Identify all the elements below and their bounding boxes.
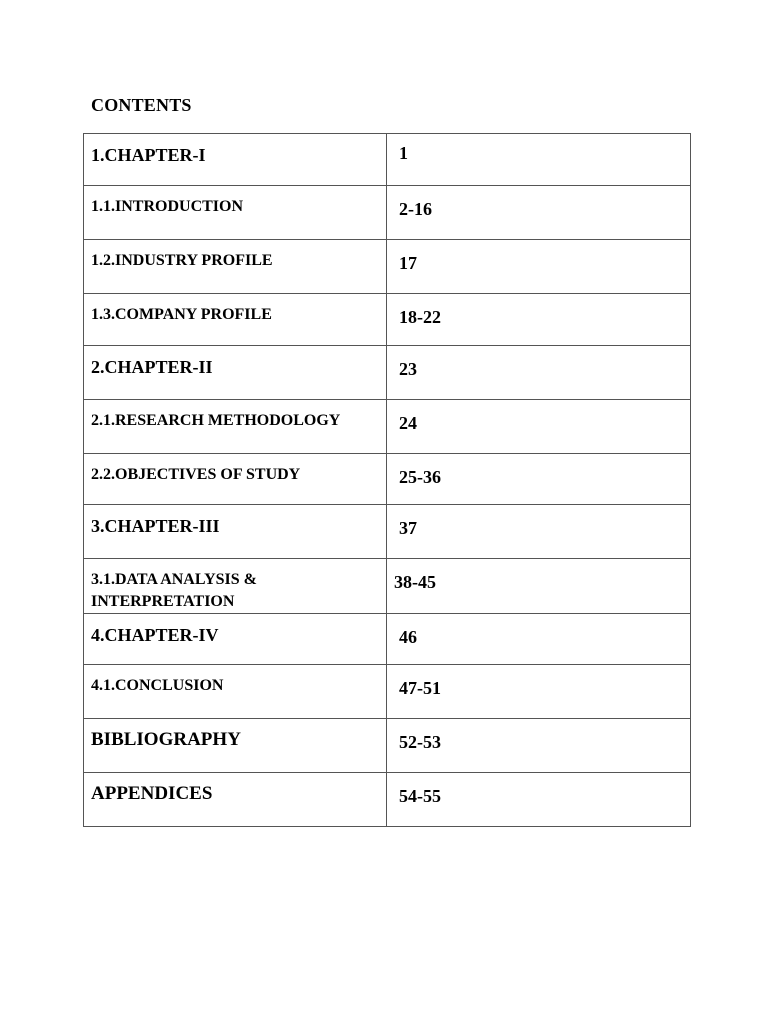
- toc-page-cell: [387, 505, 691, 559]
- toc-title: BIBLIOGRAPHY: [91, 729, 241, 750]
- table-row: [84, 665, 691, 719]
- table-row: [84, 240, 691, 294]
- toc-page-cell: [387, 240, 691, 294]
- toc-title: 2.CHAPTER-II: [91, 357, 213, 377]
- toc-title: 2.1.RESEARCH METHODOLOGY: [91, 412, 341, 429]
- toc-title: 1.CHAPTER-I: [91, 145, 206, 165]
- table-row: [84, 454, 691, 505]
- toc-title-cell: [84, 186, 387, 240]
- toc-page-cell: [387, 773, 691, 827]
- toc-title: 1.3.COMPANY PROFILE: [91, 306, 272, 323]
- toc-page-number: 38-45: [394, 572, 436, 592]
- toc-title-cell: [84, 773, 387, 827]
- toc-page-cell: [387, 346, 691, 400]
- toc-page-cell: [387, 454, 691, 505]
- toc-title-cell: [84, 134, 387, 186]
- table-row: [84, 186, 691, 240]
- toc-page-number: 46: [399, 627, 417, 647]
- toc-page-number: 18-22: [399, 307, 441, 327]
- toc-title-cell: [84, 665, 387, 719]
- contents-table: [83, 133, 691, 827]
- toc-page-cell: [387, 186, 691, 240]
- table-row: [84, 719, 691, 773]
- toc-page-number: 17: [399, 253, 417, 273]
- toc-page-number: 25-36: [399, 467, 441, 487]
- toc-title: 1.1.INTRODUCTION: [91, 198, 244, 215]
- toc-page-number: 24: [399, 413, 417, 433]
- toc-page-number: 54-55: [399, 786, 441, 806]
- table-row: [84, 400, 691, 454]
- toc-page-cell: [387, 559, 691, 614]
- table-row: [84, 134, 691, 186]
- toc-title: 4.1.CONCLUSION: [91, 677, 224, 694]
- toc-page-cell: [387, 400, 691, 454]
- toc-title: 1.2.INDUSTRY PROFILE: [91, 252, 273, 269]
- toc-page-number: 47-51: [399, 678, 441, 698]
- toc-title-cell: [84, 294, 387, 346]
- toc-page-number: 37: [399, 518, 417, 538]
- table-row: [84, 294, 691, 346]
- toc-page-cell: [387, 719, 691, 773]
- toc-title: 3.1.DATA ANALYSIS & INTERPRETATION: [91, 571, 257, 610]
- table-row: [84, 773, 691, 827]
- toc-title-cell: [84, 505, 387, 559]
- toc-page-cell: [387, 614, 691, 665]
- toc-title-cell: [84, 559, 387, 614]
- toc-title-cell: [84, 346, 387, 400]
- toc-page-number: 23: [399, 359, 417, 379]
- table-row: [84, 614, 691, 665]
- table-row: [84, 346, 691, 400]
- toc-page-number: 1: [399, 143, 408, 163]
- toc-title: 3.CHAPTER-III: [91, 516, 220, 536]
- toc-title: 2.2.OBJECTIVES OF STUDY: [91, 466, 301, 483]
- toc-page-cell: [387, 665, 691, 719]
- toc-title-cell: [84, 614, 387, 665]
- toc-page-number: 2-16: [399, 199, 432, 219]
- toc-title: 4.CHAPTER-IV: [91, 625, 219, 645]
- toc-title-cell: [84, 240, 387, 294]
- toc-page-cell: [387, 294, 691, 346]
- toc-title-cell: [84, 400, 387, 454]
- table-row: [84, 505, 691, 559]
- toc-page-number: 52-53: [399, 732, 441, 752]
- contents-heading: CONTENTS: [91, 95, 192, 115]
- toc-page-cell: [387, 134, 691, 186]
- toc-title-cell: [84, 454, 387, 505]
- toc-title-cell: [84, 719, 387, 773]
- toc-title: APPENDICES: [91, 783, 213, 804]
- table-row: [84, 559, 691, 614]
